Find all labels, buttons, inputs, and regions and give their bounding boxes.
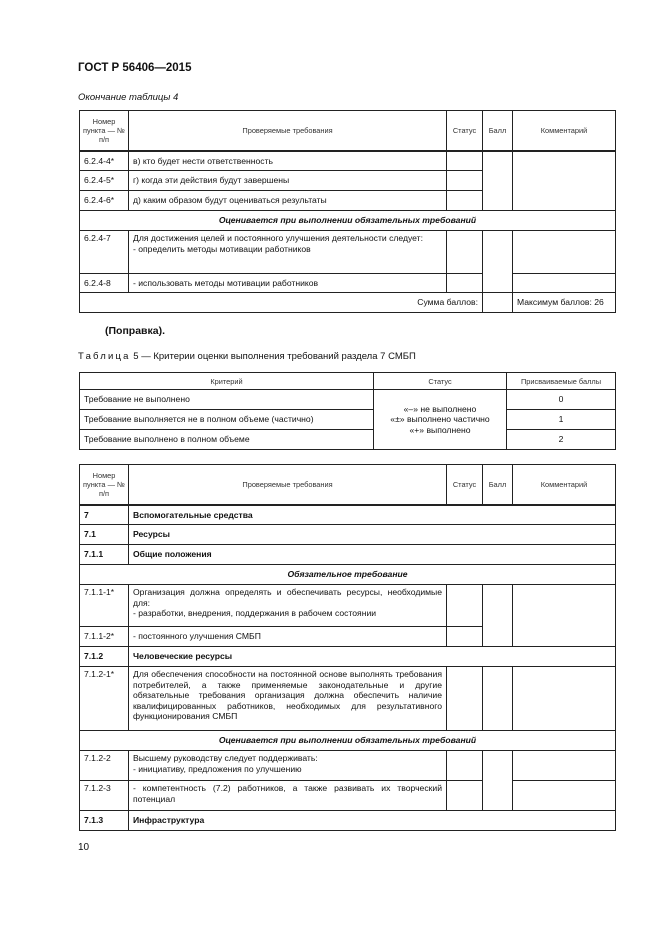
- row-num: 6.2.4-8: [80, 274, 129, 293]
- row-num: 7.1.2-3: [80, 781, 129, 811]
- row-text: - использовать методы мотивации работников: [129, 274, 447, 293]
- status-cell[interactable]: [447, 274, 483, 293]
- page-number: 10: [78, 842, 90, 853]
- col-header-req: Проверяемые требования: [129, 465, 447, 505]
- score-cell[interactable]: [483, 151, 513, 211]
- col-header-status: Статус: [447, 111, 483, 151]
- col-header-score: Балл: [483, 111, 513, 151]
- row-text: - постоянного улучшения СМБП: [129, 627, 447, 647]
- status-cell[interactable]: [447, 231, 483, 274]
- row-num: 7.1.1: [80, 545, 129, 565]
- table-requirements-7: [79, 464, 616, 831]
- section-row: Оценивается при выполнении обязательных требований: [80, 211, 616, 231]
- max-score-label: Максимум баллов: 26: [513, 293, 616, 313]
- table5-number-title: 5 — Критерии оценки выполнения требований раздела 7 СМБП: [133, 351, 416, 362]
- col-header-comment: Комментарий: [513, 111, 616, 151]
- criterion-cell: Требование не выполнено: [80, 390, 374, 410]
- table5-title: [78, 351, 416, 362]
- comment-cell[interactable]: [513, 231, 616, 274]
- section-row: Обязательное требование: [80, 565, 616, 585]
- criterion-cell: Требование выполняется не в полном объеме (частично): [80, 410, 374, 430]
- row-num: 7.1.2: [80, 647, 129, 667]
- row-heading: Вспомогательные средства: [129, 505, 616, 525]
- row-text: - компетентность (7.2) работников, а также развивать их творческий потенциал: [129, 781, 447, 811]
- row-num: 7.1: [80, 525, 129, 545]
- section-row: Оценивается при выполнении обязательных требований: [80, 731, 616, 751]
- status-cell[interactable]: [447, 781, 483, 811]
- row-num: 6.2.4-5*: [80, 171, 129, 191]
- row-heading: Человеческие ресурсы: [129, 647, 616, 667]
- comment-cell[interactable]: [513, 781, 616, 811]
- comment-cell[interactable]: [513, 585, 616, 647]
- sum-score-cell[interactable]: [483, 293, 513, 313]
- row-text: Для обеспечения способности на постоянной основе выполнять требования потребителей, а также применяемые законодательные и другие обязательные требования организация должна обеспечить наличие квалифицированных работников, необходимых для результативного функционирования СМБП: [129, 667, 447, 731]
- col-header-points: Присваиваемые баллы: [507, 373, 616, 390]
- col-header-num: Номер пункта — № п/п: [80, 465, 129, 505]
- row-num: 7.1.1-2*: [80, 627, 129, 647]
- row-num: 6.2.4-6*: [80, 191, 129, 211]
- row-num: 6.2.4-7: [80, 231, 129, 274]
- sum-label: Сумма баллов:: [80, 293, 483, 313]
- status-cell[interactable]: [447, 585, 483, 627]
- col-header-status: Статус: [447, 465, 483, 505]
- col-header-comment: Комментарий: [513, 465, 616, 505]
- row-num: 7: [80, 505, 129, 525]
- score-cell[interactable]: [483, 231, 513, 293]
- score-cell[interactable]: [483, 585, 513, 647]
- row-text: д) каким образом будут оцениваться результаты: [129, 191, 447, 211]
- row-text: г) когда эти действия будут завершены: [129, 171, 447, 191]
- comment-cell[interactable]: [513, 667, 616, 731]
- table-4: [79, 110, 616, 313]
- col-header-criterion: Критерий: [80, 373, 374, 390]
- table4-caption: Окончание таблицы 4: [78, 92, 179, 103]
- status-cell[interactable]: [447, 751, 483, 781]
- criterion-cell: Требование выполнено в полном объеме: [80, 430, 374, 450]
- points-cell: 1: [507, 410, 616, 430]
- col-header-score: Балл: [483, 465, 513, 505]
- status-cell[interactable]: [447, 191, 483, 211]
- col-header-num: Номер пункта — № п/п: [80, 111, 129, 151]
- status-cell[interactable]: [447, 627, 483, 647]
- row-num: 6.2.4-4*: [80, 151, 129, 171]
- points-cell: 2: [507, 430, 616, 450]
- status-cell[interactable]: [447, 151, 483, 171]
- score-cell[interactable]: [483, 667, 513, 731]
- amendment-note: (Поправка).: [105, 325, 166, 337]
- table5-label: Таблица: [78, 351, 131, 362]
- row-heading: Ресурсы: [129, 525, 616, 545]
- row-text: Организация должна определять и обеспечивать ресурсы, необходимые для: - разработки, внедрения, поддержания в рабочем состоянии: [129, 585, 447, 627]
- status-legend: «–» не выполнено «±» выполнено частично «+» выполнено: [374, 390, 507, 450]
- score-cell[interactable]: [483, 751, 513, 811]
- row-text: в) кто будет нести ответственность: [129, 151, 447, 171]
- row-num: 7.1.1-1*: [80, 585, 129, 627]
- col-header-status: Статус: [374, 373, 507, 390]
- row-heading: Инфраструктура: [129, 811, 616, 831]
- row-text: Высшему руководству следует поддерживать: - инициативу, предложения по улучшению: [129, 751, 447, 781]
- col-header-req: Проверяемые требования: [129, 111, 447, 151]
- row-num: 7.1.2-2: [80, 751, 129, 781]
- row-text: Для достижения целей и постоянного улучшения деятельности следует: - определить методы мотивации работников: [129, 231, 447, 274]
- points-cell: 0: [507, 390, 616, 410]
- comment-cell[interactable]: [513, 751, 616, 781]
- table-5: [79, 372, 616, 450]
- row-num: 7.1.3: [80, 811, 129, 831]
- comment-cell[interactable]: [513, 274, 616, 293]
- row-heading: Общие положения: [129, 545, 616, 565]
- status-cell[interactable]: [447, 667, 483, 731]
- document-header: ГОСТ Р 56406—2015: [78, 62, 192, 74]
- status-cell[interactable]: [447, 171, 483, 191]
- row-num: 7.1.2-1*: [80, 667, 129, 731]
- comment-cell[interactable]: [513, 151, 616, 211]
